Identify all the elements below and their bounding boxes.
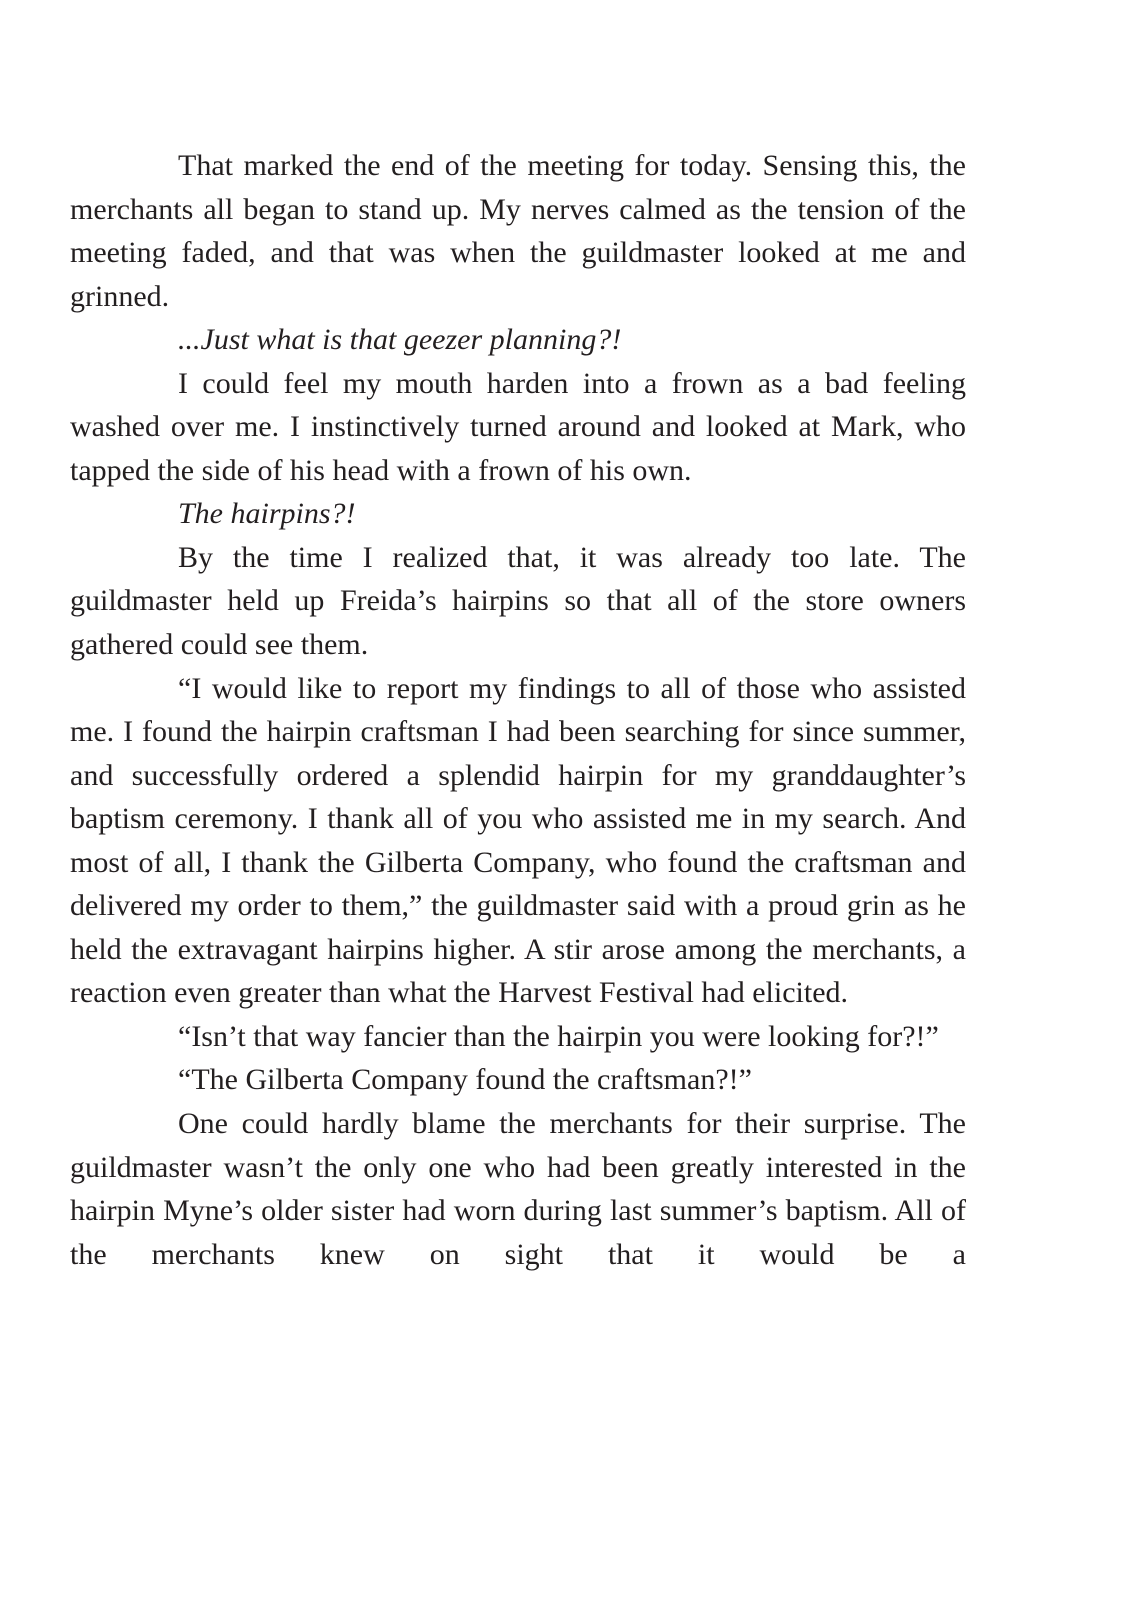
- paragraph-7-dialogue: “Isn’t that way fancier than the hairpin you were looking for?!”: [178, 1019, 939, 1053]
- paragraph-2-italic-thought: [70, 318, 966, 362]
- italic-thought-text: ...Just what is that geezer planning?!: [178, 323, 622, 357]
- book-page: [70, 144, 966, 1276]
- paragraph-8-dialogue: “The Gilberta Company found the craftsman?!”: [178, 1063, 752, 1097]
- paragraph-5: By the time I realized that, it was already too late. The guildmaster held up Freida’s hairpins so that all of the store owners gathered could see them.: [70, 540, 966, 662]
- paragraph-9: One could hardly blame the merchants for their surprise. The guildmaster wasn’t the only one who had been greatly interested in the hairpin Myne’s older sister had worn during last summer’s baptism. All of the merchants knew on sight that it would be a: [70, 1107, 966, 1271]
- paragraph-6: “I would like to report my findings to all of those who assisted me. I found the hairpin craftsman I had been searching for since summer, and successfully ordered a splendid hairpin for my granddaughter’s baptism ceremony. I thank all of you who assisted me in my search. And most of all, I thank the Gilberta Company, who found the craftsman and delivered my order to them,” the guildmaster said with a proud grin as he held the extravagant hairpins higher. A stir arose among the merchants, a reaction even greater than what the Harvest Festival had elicited.: [70, 671, 966, 1010]
- paragraph-4-italic-thought: [70, 492, 966, 536]
- italic-thought-text: The hairpins?!: [178, 497, 356, 531]
- paragraph-3: I could feel my mouth harden into a frown as a bad feeling washed over me. I instinctively turned around and looked at Mark, who tapped the side of his head with a frown of his own.: [70, 366, 966, 487]
- paragraph-1: That marked the end of the meeting for today. Sensing this, the merchants all began to stand up. My nerves calmed as the tension of the meeting faded, and that was when the guildmaster looked at me and grinned.: [70, 149, 966, 313]
